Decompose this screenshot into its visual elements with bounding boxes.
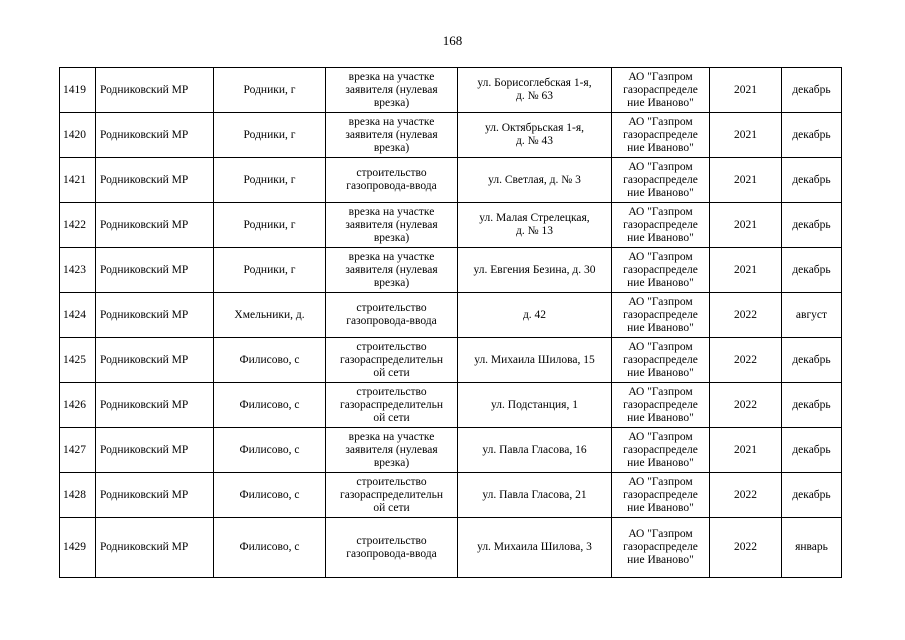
month-cell: декабрь [782,248,842,293]
table-row [60,158,842,203]
district-cell: Родниковский МР [96,248,214,293]
table-row [60,113,842,158]
year-cell: 2021 [710,428,782,473]
address-cell: ул. Павла Гласова, 21 [458,473,612,518]
locality-cell: Родники, г [214,203,326,248]
work-type-cell: врезка на участке заявителя (нулевая врезка) [326,68,458,113]
row-number-cell: 1421 [60,158,96,203]
work-type-cell: строительство газопровода-ввода [326,293,458,338]
month-cell: декабрь [782,428,842,473]
month-cell: декабрь [782,203,842,248]
district-cell: Родниковский МР [96,203,214,248]
table-row [60,428,842,473]
month-cell: декабрь [782,113,842,158]
table-row [60,338,842,383]
address-cell: ул. Евгения Безина, д. 30 [458,248,612,293]
row-number-cell: 1425 [60,338,96,383]
year-cell: 2022 [710,338,782,383]
month-cell: декабрь [782,158,842,203]
work-type-cell: врезка на участке заявителя (нулевая врезка) [326,248,458,293]
year-cell: 2022 [710,518,782,578]
month-cell: декабрь [782,473,842,518]
year-cell: 2021 [710,113,782,158]
organization-cell: АО "Газпром газораспределе ние Иваново" [612,158,710,203]
table-row [60,518,842,578]
table-row [60,248,842,293]
month-cell: август [782,293,842,338]
organization-cell: АО "Газпром газораспределе ние Иваново" [612,113,710,158]
organization-cell: АО "Газпром газораспределе ние Иваново" [612,383,710,428]
district-cell: Родниковский МР [96,383,214,428]
row-number-cell: 1420 [60,113,96,158]
district-cell: Родниковский МР [96,518,214,578]
locality-cell: Родники, г [214,113,326,158]
locality-cell: Родники, г [214,158,326,203]
organization-cell: АО "Газпром газораспределе ние Иваново" [612,293,710,338]
locality-cell: Филисово, с [214,473,326,518]
district-cell: Родниковский МР [96,428,214,473]
work-type-cell: строительство газораспределительн ой сети [326,473,458,518]
district-cell: Родниковский МР [96,68,214,113]
district-cell: Родниковский МР [96,473,214,518]
gas-connection-table [59,67,842,578]
work-type-cell: строительство газораспределительн ой сети [326,383,458,428]
district-cell: Родниковский МР [96,338,214,383]
address-cell: д. 42 [458,293,612,338]
year-cell: 2021 [710,68,782,113]
row-number-cell: 1422 [60,203,96,248]
page-number: 168 [442,33,463,48]
table-row [60,383,842,428]
organization-cell: АО "Газпром газораспределе ние Иваново" [612,428,710,473]
locality-cell: Филисово, с [214,518,326,578]
district-cell: Родниковский МР [96,293,214,338]
address-cell: ул. Михаила Шилова, 15 [458,338,612,383]
address-cell: ул. Павла Гласова, 16 [458,428,612,473]
locality-cell: Филисово, с [214,338,326,383]
year-cell: 2021 [710,158,782,203]
address-cell: ул. Малая Стрелецкая, д. № 13 [458,203,612,248]
month-cell: январь [782,518,842,578]
table-row [60,473,842,518]
table-row [60,203,842,248]
row-number-cell: 1424 [60,293,96,338]
work-type-cell: строительство газораспределительн ой сети [326,338,458,383]
locality-cell: Хмельники, д. [214,293,326,338]
organization-cell: АО "Газпром газораспределе ние Иваново" [612,68,710,113]
locality-cell: Филисово, с [214,428,326,473]
row-number-cell: 1428 [60,473,96,518]
address-cell: ул. Борисоглебская 1-я, д. № 63 [458,68,612,113]
organization-cell: АО "Газпром газораспределе ние Иваново" [612,338,710,383]
month-cell: декабрь [782,338,842,383]
table-row [60,68,842,113]
address-cell: ул. Подстанция, 1 [458,383,612,428]
year-cell: 2021 [710,203,782,248]
address-cell: ул. Светлая, д. № 3 [458,158,612,203]
organization-cell: АО "Газпром газораспределе ние Иваново" [612,473,710,518]
district-cell: Родниковский МР [96,113,214,158]
address-cell: ул. Октябрьская 1-я, д. № 43 [458,113,612,158]
table-row [60,293,842,338]
month-cell: декабрь [782,68,842,113]
work-type-cell: врезка на участке заявителя (нулевая врезка) [326,203,458,248]
work-type-cell: строительство газопровода-ввода [326,158,458,203]
row-number-cell: 1429 [60,518,96,578]
row-number-cell: 1427 [60,428,96,473]
work-type-cell: строительство газопровода-ввода [326,518,458,578]
row-number-cell: 1419 [60,68,96,113]
year-cell: 2022 [710,383,782,428]
organization-cell: АО "Газпром газораспределе ние Иваново" [612,248,710,293]
work-type-cell: врезка на участке заявителя (нулевая врезка) [326,113,458,158]
organization-cell: АО "Газпром газораспределе ние Иваново" [612,203,710,248]
table-body [60,68,842,578]
work-type-cell: врезка на участке заявителя (нулевая врезка) [326,428,458,473]
address-cell: ул. Михаила Шилова, 3 [458,518,612,578]
organization-cell: АО "Газпром газораспределе ние Иваново" [612,518,710,578]
locality-cell: Родники, г [214,68,326,113]
year-cell: 2021 [710,248,782,293]
locality-cell: Филисово, с [214,383,326,428]
year-cell: 2022 [710,473,782,518]
locality-cell: Родники, г [214,248,326,293]
row-number-cell: 1426 [60,383,96,428]
year-cell: 2022 [710,293,782,338]
district-cell: Родниковский МР [96,158,214,203]
row-number-cell: 1423 [60,248,96,293]
month-cell: декабрь [782,383,842,428]
